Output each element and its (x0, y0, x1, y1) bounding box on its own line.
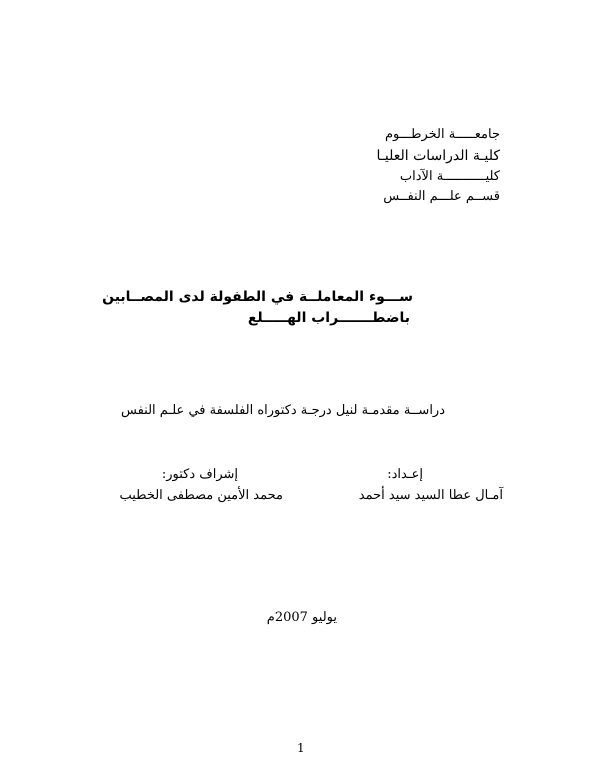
author-name: آمـال عطا السيد سيد أحمد (358, 488, 503, 503)
arts-college-name: كليـــــــــــة الآداب (399, 169, 500, 184)
supervisor-name: محمد الأمين مصطفى الخطيب (119, 488, 283, 503)
graduate-college-name: كليـة الدراسات العليـا (376, 148, 500, 164)
prepared-by-label: إعـداد: (387, 467, 423, 482)
page-number: 1 (297, 741, 305, 755)
department-name: قســم علـــم النفــس (383, 189, 500, 204)
submission-date: يوليو 2007م (266, 610, 337, 625)
thesis-title-line-2: باضطـــــــراب الهـــــلع (247, 310, 410, 326)
supervisor-label: إشراف دكتور: (161, 467, 238, 482)
thesis-purpose: دراســة مقدمـة لنيل درجـة دكتوراه الفلسفة في علـم النفس (121, 403, 445, 418)
thesis-title-line-1: ســـوء المعاملــة في الطفولة لدى المصــابين (102, 289, 413, 305)
university-name: جامعـــــة الخرطـــوم (384, 127, 500, 142)
